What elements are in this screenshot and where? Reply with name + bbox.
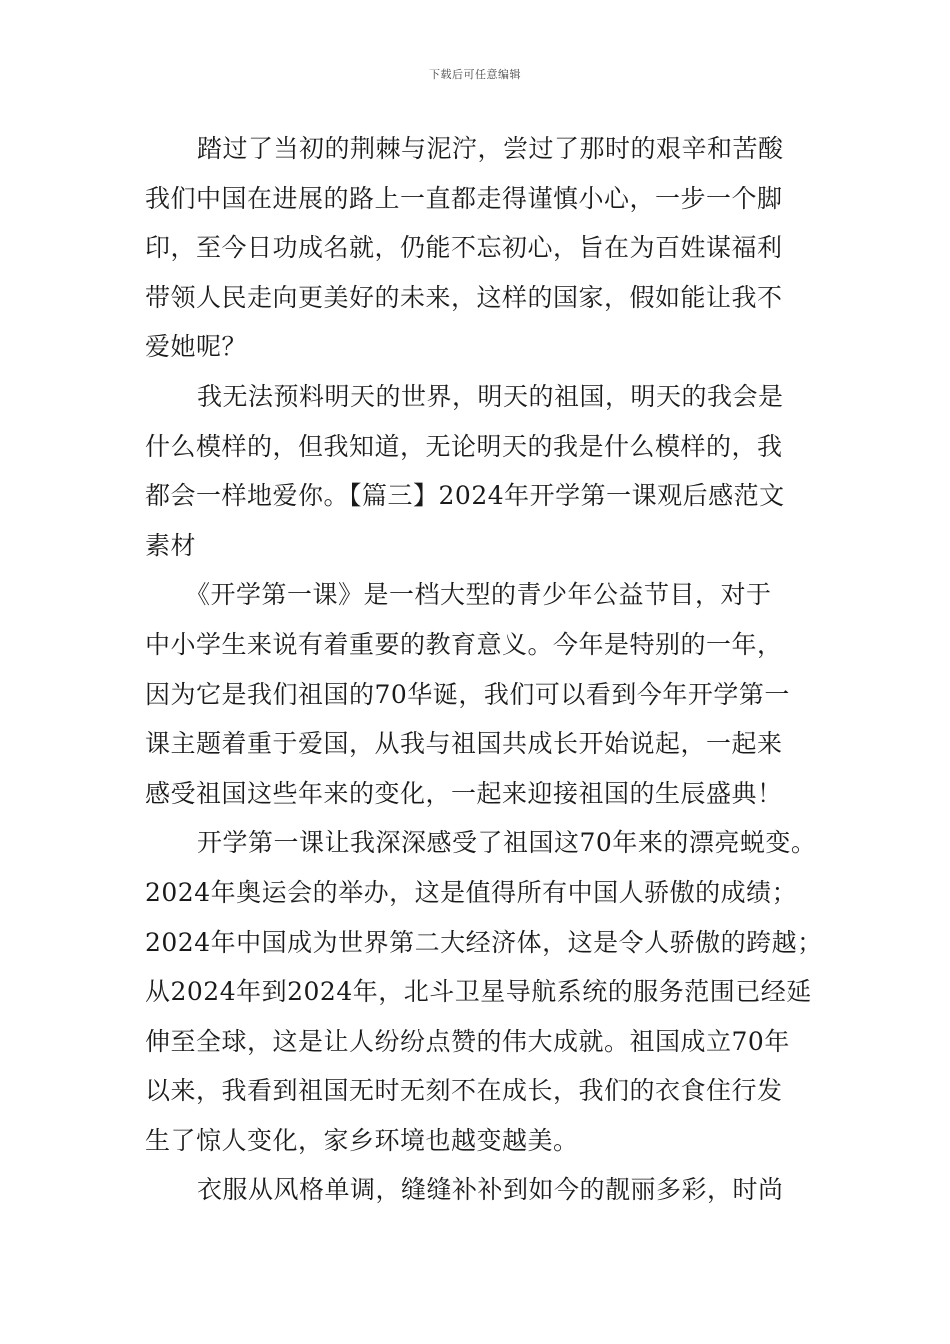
text-line: 我无法预料明天的世界，明天的祖国，明天的我会是 — [197, 381, 784, 411]
text-line: 带领人民走向更美好的未来，这样的国家，假如能让我不 — [145, 282, 783, 312]
text-line: 素材 — [145, 530, 197, 560]
document-body — [145, 124, 825, 1215]
text-line: 从2024年到2024年，北斗卫星导航系统的服务范围已经延 — [145, 977, 812, 1007]
text-line: 印，至今日功成名就，仍能不忘初心，旨在为百姓谋福利 — [145, 233, 783, 263]
text-line: 以来，我看到祖国无时无刻不在成长，我们的衣食住行发 — [145, 1076, 783, 1106]
text-line: 爱她呢？ — [145, 332, 248, 362]
text-line: 课主题着重于爱国，从我与祖国共成长开始说起，一起来 — [145, 729, 783, 759]
text-line: 感受祖国这些年来的变化，一起来迎接祖国的生辰盛典！ — [145, 778, 783, 808]
text-line: 《开学第一课》是一档大型的青少年公益节目，对于 — [185, 580, 772, 610]
text-line: 伸至全球，这是让人纷纷点赞的伟大成就。祖国成立70年 — [145, 1026, 790, 1056]
text-line: 生了惊人变化，家乡环境也越变越美。 — [145, 1125, 579, 1155]
text-line: 踏过了当初的荆棘与泥泞，尝过了那时的艰辛和苦酸 — [197, 134, 784, 163]
text-line: 因为它是我们祖国的70华诞，我们可以看到今年开学第一 — [145, 679, 790, 709]
text-line: 2024年中国成为世界第二大经济体，这是令人骄傲的跨越； — [145, 927, 823, 957]
text-line: 中小学生来说有着重要的教育意义。今年是特别的一年， — [145, 629, 783, 659]
text-line: 我们中国在进展的路上一直都走得谨慎小心，一步一个脚 — [145, 183, 783, 213]
text-line: 都会一样地爱你。【篇三】2024年开学第一课观后感范文 — [145, 481, 785, 511]
text-line: 衣服从风格单调，缝缝补补到如今的靓丽多彩，时尚 — [197, 1175, 784, 1205]
text-line: 开学第一课让我深深感受了祖国这70年来的漂亮蜕变。 — [197, 828, 817, 858]
page-header-note: 下载后可任意编辑 — [429, 68, 521, 81]
text-line: 2024年奥运会的举办，这是值得所有中国人骄傲的成绩； — [145, 877, 798, 907]
text-line: 什么模样的，但我知道，无论明天的我是什么模样的，我 — [145, 431, 783, 461]
